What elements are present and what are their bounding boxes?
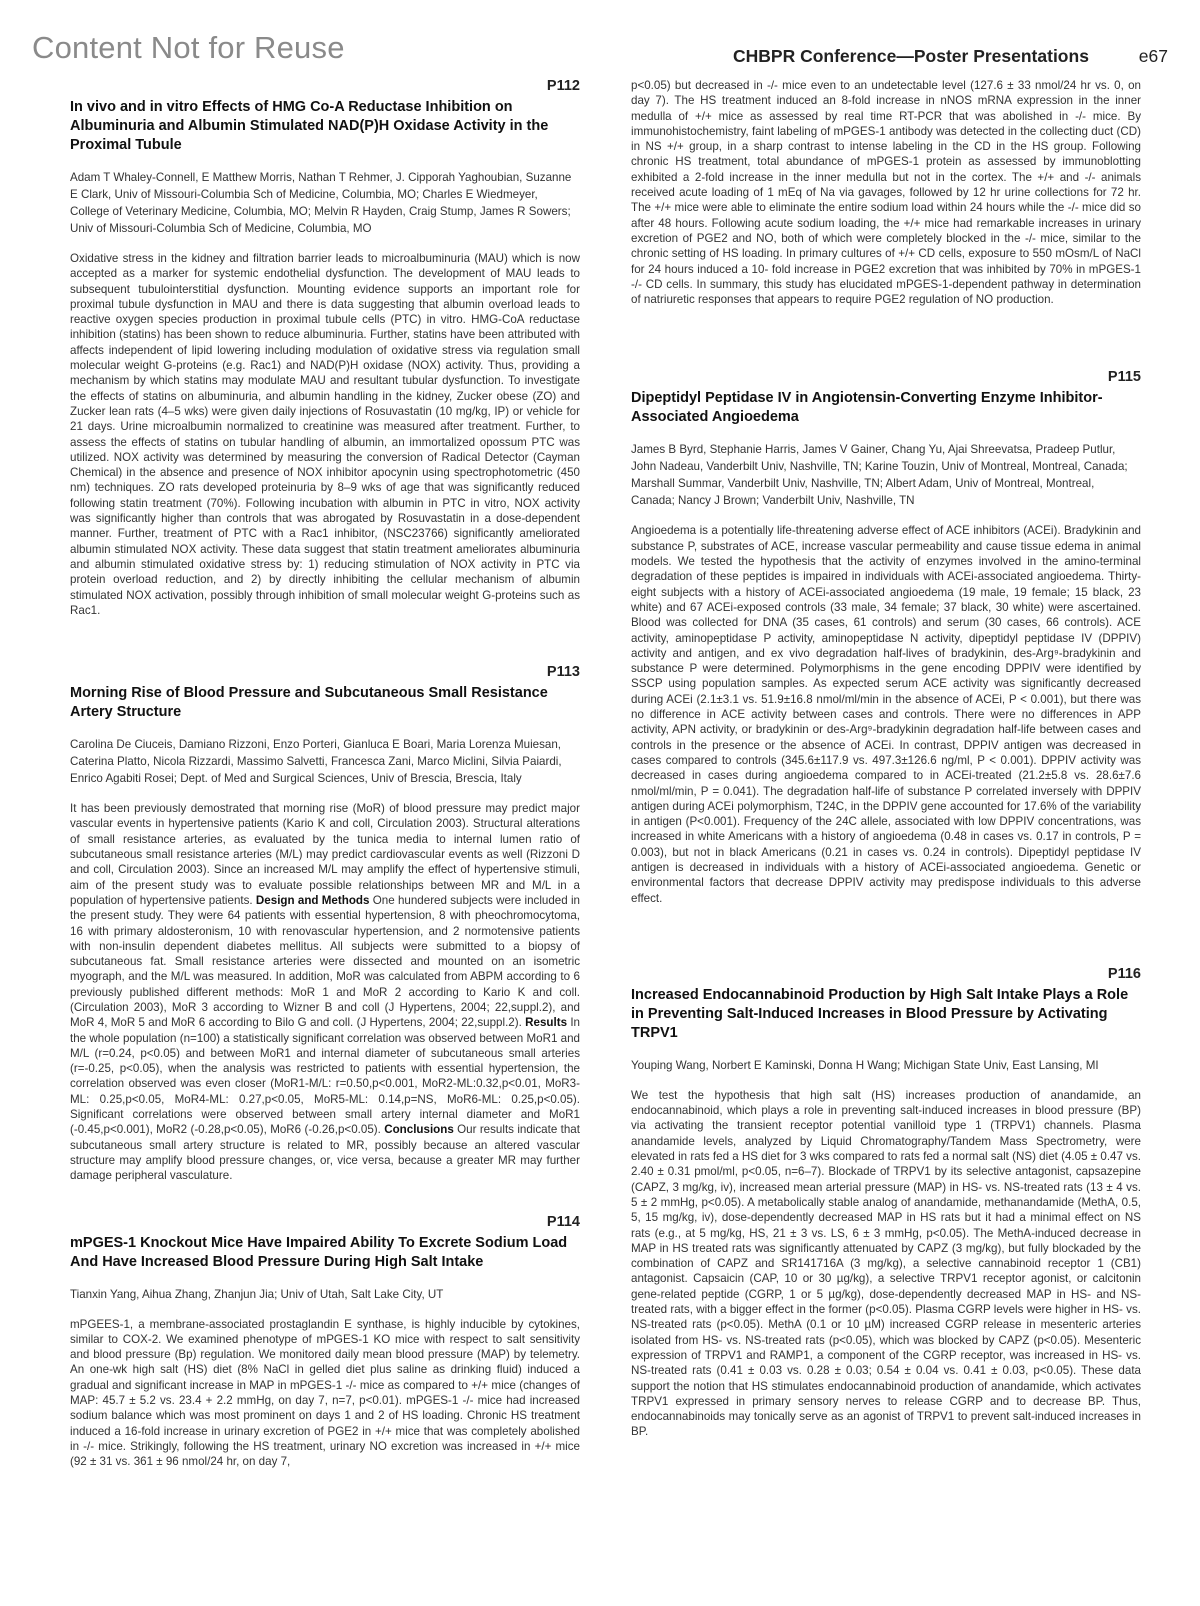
right-column: [631, 78, 1141, 1440]
left-column: [70, 78, 580, 1470]
abstract-title: Morning Rise of Blood Pressure and Subcutaneous Small Resistance Artery Structure: [70, 685, 548, 721]
abstract-authors: Youping Wang, Norbert E Kaminski, Donna H Wang; Michigan State Univ, East Lansing, MI: [631, 1058, 1099, 1072]
abstract-title: In vivo and in vitro Effects of HMG Co-A Reductase Inhibition on Albuminuria and Albumin Stimulated NAD(P)H Oxidase Activity in the Proximal Tubule: [70, 99, 549, 153]
abstract-p115: [631, 369, 1141, 905]
abstract-p112: [70, 78, 580, 618]
abstract-id: P112: [546, 78, 580, 94]
running-head: CHBPR Conference—Poster Presentations: [733, 46, 1089, 66]
abstract-body: We test the hypothesis that high salt (HS) increases production of anandamide, an endocannabinoid, which plays a role in preventing salt-induced increases in blood pressure (BP) via activating the transient receptor potential vanilloid type 1 (TRPV1) channels. Plasma anandamide levels, analyzed by Liquid Chromatography/Tandem Mass Spectrometry, were elevated in rats fed a HS diet for 3 wks compared to rats fed a normal salt (NS) diet (4.05 ± 0.47 vs. 2.40 ± 0.31 pmol/ml, p<0.05, n=6–7). Blockade of TRPV1 by its selective antagonist, capsazepine (CAPZ, 3 mg/kg, iv), increased mean arterial pressure (MAP) in HS- vs. NS-treated rats (13 ± 4 vs. 5 ± 2 mmHg, p<0.05). A metabolically stable analog of anandamide, methanandamide (MethA, 0.5, 5, 15 mg/kg, iv), dose-dependently decreased MAP in HS rats but it had a minimal effect on NS rats (e.g., at 5 mg/kg, HS, 21 ± 3 vs. LS, 6 ± 3 mmHg, p<0.05). The MethA-induced decrease in MAP in HS treated rats was significantly attenuated by CAPZ (3 mg/kg), but fully blockaded by the combination of CAPZ and SR141716A (3 mg/kg), a selective cannabinoid receptor 1 (CB1) antagonist. Capsaicin (CAP, 10 or 30 µg/kg), a selective TRPV1 receptor agonist, or calcitonin gene-related peptide (CGRP, 1 or 5 µg/kg), dose-dependently decreased MAP in HS- and NS-treated rats, with a bigger effect in the former (p<0.05). Plasma CGRP levels were higher in HS- vs. NS-treated rats (p<0.05). MethA (0.1 or 10 µM) increased CGRP release in mesenteric arteries isolated from HS- vs. NS-treated rats (p<0.05), which was blocked by CAPZ (p<0.05). Mesenteric expression of TRPV1 and RAMP1, a component of the CGRP receptor, was increased in HS- vs. NS-treated rats (0.41 ± 0.03 vs. 0.28 ± 0.03; 0.54 ± 0.04 vs. 0.41 ± 0.03, p<0.05). These data support the notion that HS stimulates endocannabinoid production of anandamide, which activates TRPV1 expressed in primary sensory nerves to release CGRP and to decrease BP. Thus, endocannabinoids may tonically serve as an agonist of TRPV1 to prevent salt-induced increases in BP.: [631, 1088, 1141, 1439]
section-label-conclusions: Conclusions: [384, 1123, 454, 1137]
abstract-body: [70, 801, 580, 1183]
abstract-authors: Adam T Whaley-Connell, E Matthew Morris, Nathan T Rehmer, J. Cipporah Yaghoubian, Suzanne E Clark, Univ of Missouri-Columbia Sch of Medicine, Columbia, MO; Charles E Wiedmeyer, College of Veterinary Medicine, Columbia, MO; Melvin R Hayden, Craig Stump, James R Sowers; Univ of Missouri-Columbia Sch of Medicine, Columbia, MO: [70, 171, 572, 235]
abstract-id: P114: [546, 1213, 580, 1230]
abstract-body: Angioedema is a potentially life-threatening adverse effect of ACE inhibitors (ACEi). Bradykinin and substance P, substrates of ACE, increase vascular permeability and cause tissue edema in animal models. We tested the hypothesis that the activity of enzymes involved in the amino-terminal degradation of these peptides is impaired in individuals with ACEi-associated angioedema. Thirty-eight subjects with a history of ACEi-associated angioedema (19 male, 19 female; 15 black, 23 white) and 67 ACEi-exposed controls (33 male, 34 female; 37 black, 30 white) were ascertained. Blood was collected for DNA (35 cases, 61 controls) and serum (30 cases, 66 controls). ACE activity, aminopeptidase P activity, aminopeptidase N activity, dipeptidyl peptidase IV (DPPIV) activity and antigen, and ex vivo degradation half-lives of bradykinin, des-Arg⁹-bradykinin and substance P were determined. Polymorphisms in the gene encoding DPPIV were identified by SSCP using population samples. As expected serum ACE activity was significantly decreased during ACEi (2.1±3.1 vs. 51.9±16.8 nmol/ml/min in the absence of ACEi, P < 0.001), but there was no difference in ACE activity between cases and controls. There were no differences in APP activity, APN activity, or bradykinin or des-Arg⁹-bradykinin degradation half-life between cases and controls in the presence or the absence of ACEi. In contrast, DPPIV antigen was decreased in cases compared to controls (345.6±117.9 vs. 497.3±126.6 ng/ml, P < 0.001). DPPIV activity was decreased in cases during angioedema compared to in ACEi-treated (21.2±5.8 vs. 28.6±7.6 nmol/ml/min, P = 0.041). The degradation half-life of substance P correlated inversely with DPPIV antigen during ACEi polymorphism, T24C, in the DPPIV gene accounted for 17.6% of the variability in antigen (P<0.001). Frequency of the 24C allele, associated with low DPPIV concentrations, was increased in white Americans with a history of angioedema (0.48 in cases vs. 0.17 in controls, P = 0.003), but not in black Americans (0.21 in cases vs. 0.24 in controls). Dipeptidyl peptidase IV antigen is decreased in individuals with a history of ACEi-associated angioedema. Genetic or environmental factors that decrease DPPIV activity may predispose individuals to this adverse effect.: [631, 524, 1141, 905]
abstract-authors: Tianxin Yang, Aihua Zhang, Zhanjun Jia; Univ of Utah, Salt Lake City, UT: [70, 1287, 444, 1301]
page-number: e67: [1138, 46, 1168, 66]
body-results: In the whole population (n=100) a statistically significant correlation was observed between MoR1 and M/L (r=0.24, p<0.05) and between MoR1 and internal diameter of subcutaneous small arteries (r=-0.25, p<0.05), when the analysis was restricted to patients with essential hypertension, the correlation observed was even closer (MoR1-M/L: r=0.50,p<0.001, MoR2-ML:0.32,p<0.01, MoR3-ML: 0.25,p<0.05, MoR4-ML: 0.27,p<0.05, MoR5-ML: 0.14,p=NS, MoR6-ML: 0.25,p<0.05). Significant correlations were observed between small artery internal diameter and MoR1 (-0.45,p<0.001), MoR2 (-0.28,p<0.05), MoR6 (-0.26,p<0.05).: [70, 1016, 581, 1137]
body-conclusions: Our results indicate that subcutaneous small artery structure is related to MR, possibly because an altered vascular structure may amplify blood pressure changes, or, vice versa, because a greater MR may further damage peripheral vasculature.: [70, 1123, 580, 1183]
abstract-id: P113: [546, 664, 580, 681]
section-label-results: Results: [525, 1016, 568, 1030]
abstract-authors: James B Byrd, Stephanie Harris, James V Gainer, Chang Yu, Ajai Shreevatsa, Pradeep Putlur, John Nadeau, Vanderbilt Univ, Nashville, TN; Karine Touzin, Univ of Montreal, Montreal, Canada; Marshall Summar, Vanderbilt Univ, Nashville, TN; Albert Adam, Univ of Montreal, Montreal, Canada; Nancy J Brown; Vanderbilt Univ, Nashville, TN: [631, 443, 1128, 508]
body-methods: One hundered subjects were included in the present study. They were 64 patients with essential hypertension, 8 with pheochromocytoma, 16 with primary aldosteronism, 10 with renovascular hypertension, and 2 normotensive patients with non-insulin dependent diabetes mellitus. All subjects were submitted to a biopsy of subcutaneous fat. Small resistance arteries were dissected and mounted on an isometric myograph, and the M/L was measured. In addition, MoR was calculated from ABPM according to 6 previously published different methods: MoR 1 and MoR 2 according to Kario K and coll. (Circulation 2003), MoR 3 according to Wizner B and coll (J Hypertens, 2004; 22,suppl.2), and MoR 4, MoR 5 and MoR 6 according to Bilo G and coll. (J Hypertens, 2004; 22,suppl.2).: [70, 893, 581, 1030]
abstract-body: Oxidative stress in the kidney and filtration barrier leads to microalbuminuria (MAU) which is now accepted as a marker for systemic endothelial dysfunction. The development of MAU leads to subsequent tubulointerstitial dysfunction. Mounting evidence supports an important role for proximal tubule dysfunction in MAU and there is data suggesting that albumin overload leads to reactive oxygen species production in proximal tubule cells (PTC) in vitro. HMG-CoA reductase inhibition (statins) has been shown to reduce albuminuria. Further, statins have been attributed with affects independent of lipid lowering including modulation of oxidative stress via regulation small molecular weight G-proteins (e.g. Rac1) and NAD(P)H oxidase (NOX) activity. Thus, providing a mechanism by which statins may modulate MAU and resultant tubular dysfunction. To investigate the effects of statins on albuminuria, and albumin handling in the kidney, Zucker obese (ZO) and Zucker lean rats (4–5 wks) were given daily injections of Rosuvastatin (10 mg/kg, IP) or vehicle for 21 days. Urine microalbumin normalized to creatinine was measured after treatment. Further, to assess the effects of statins on tubular handling of albumin, an immortalized opossum PTC was utilized. NOX activity was determined by measuring the conversion of Radical Detector (Cayman Chemical) in the absence and presence of NOX inhibitor apocynin using spectrophotometric (450 nm) techniques. ZO rats developed proteinuria by 8–9 wks of age that was significantly reduced following statin treatment (70%). Following incubation with albumin in PTC in vitro, NOX activity was significantly higher than controls that was abrogated by Rosuvastatin in a dose-dependent manner. Further, treatment of PTC with a Rac1 inhibitor, (NSC23766) significantly ameliorated albumin stimulated NOX activity. These data suggest that statin treatment ameliorates albuminuria and albumin stimulated oxidative stress by: 1) reducing stimulation of NOX activity in PTC via protein overload reduction, and 2) by directly inhibiting the cellular mechanism of albumin stimulated NOX activation, possibly through inhibition of small molecular weight G-proteins such as Rac1.: [70, 252, 580, 617]
abstract-body: mPGEES-1, a membrane-associated prostaglandin E synthase, is highly inducible by cytokines, similar to COX-2. We examined phenotype of mPGES-1 KO mice with respect to salt sensitivity and blood pressure (Bp) regulation. We monitored daily mean blood pressure (MAP) by telemetry. An one-wk high salt (HS) diet (8% NaCl in gelled diet plus saline as drinking fluid) induced a gradual and significant increase in MAP in mPGES-1 -/- mice as compared to +/+ mice (changes of MAP: 45.7 ± 5.2 vs. 23.4 + 2.2 mmHg, on day 7, n=7, p<0.01). mPGES-1 -/- mice had increased sodium balance which was most prominent on days 1 and 2 of HS loading. Chronic HS treatment induced a 16-fold increase in urinary excretion of PGE2 in +/+ mice that was completely abolished in -/- mice. Strikingly, following the HS treatment, urinary NO excretion was increased in +/+ mice (92 ± 31 vs. 361 ± 96 nmol/24 hr, on day 7,: [70, 1317, 580, 1469]
abstract-p116: [631, 966, 1141, 1440]
abstract-p114-continued: p<0.05) but decreased in -/- mice even to an undetectable level (127.6 ± 33 nmol/24 hr vs. 0, on day 7). The HS treatment induced an 8-fold increase in nNOS mRNA expression in the inner medulla of +/+ mice as assessed by real time RT-PCR that was abolished in -/- mice. By immunohistochemistry, faint labeling of mPGES-1 antibody was detected in the collecting duct (CD) in NS +/+ group, in a sharp contrast to intense labeling in the CD in the HS group. Following chronic HS treatment, total abundance of mPGES-1 protein as assessed by immunoblotting exhibited a 2-fold increase in the inner medulla but not in the cortex. The +/+ and -/- animals received acute loading of 1 mEq of Na via gavages, followed by 12 hr urine collections for 72 hr. The +/+ mice were able to eliminate the entire sodium load within 24 hours while the -/- mice did so after 48 hours. Following acute sodium loading, the +/+ mice had remarkable increases in urinary excretion of PGE2 and NO, both of which were completely blocked in the -/- mice, similar to the chronic setting of HS loading. In primary cultures of +/+ CD cells, exposure to 550 mOsm/L of NaCl for 24 hours induced a 10- fold increase in PGE2 excretion that was inhibited by 70% in mPGES-1 -/- CD cells. In summary, this study has elucidated mPGES-1-dependent pathway in determination of natriuretic responses that appears to require PGE2 regulation of NO production.: [631, 79, 1141, 307]
abstract-title: Dipeptidyl Peptidase IV in Angiotensin-Converting Enzyme Inhibitor-Associated Angioedema: [631, 390, 1103, 426]
abstract-id: P116: [1107, 965, 1141, 982]
abstract-id: P115: [1107, 369, 1141, 386]
abstract-p114: [70, 1214, 580, 1470]
body-intro: It has been previously demostrated that morning rise (MoR) of blood pressure may predict major vascular events in hypertensive patients (Kario K and coll, Circulation 2003). Structural alterations of small resistance arteries, as evaluated by the tunica media to internal lumen ratio of subcutaneous small resistance arteries (M/L) may predict cardiovascular events as well (Rizzoni D and coll, Circulation 2003). Since an increased M/L may amplify the effect of hypertensive stimuli, aim of the present study was to evaluate possible relationships between MR and M/L in a population of hypertensive patients.: [70, 802, 580, 907]
abstract-title: mPGES-1 Knockout Mice Have Impaired Ability To Excrete Sodium Load And Have Increased Blood Pressure During High Salt Intake: [70, 1234, 568, 1270]
watermark: Content Not for Reuse: [32, 30, 345, 65]
abstract-p113: [70, 664, 580, 1183]
abstract-title: Increased Endocannabinoid Production by High Salt Intake Plays a Role in Preventing Salt-Induced Increases in Blood Pressure by Activating TRPV1: [631, 986, 1129, 1041]
abstract-authors: Carolina De Ciuceis, Damiano Rizzoni, Enzo Porteri, Gianluca E Boari, Maria Lorenza Muiesan, Caterina Platto, Nicola Rizzardi, Massimo Salvetti, Francesca Zani, Marco Miclini, Silvia Paiardi, Enrico Agabiti Rosei; Dept. of Med and Surgical Sciences, Univ of Brescia, Brescia, Italy: [70, 738, 562, 786]
section-label-methods: Design and Methods: [255, 893, 370, 907]
